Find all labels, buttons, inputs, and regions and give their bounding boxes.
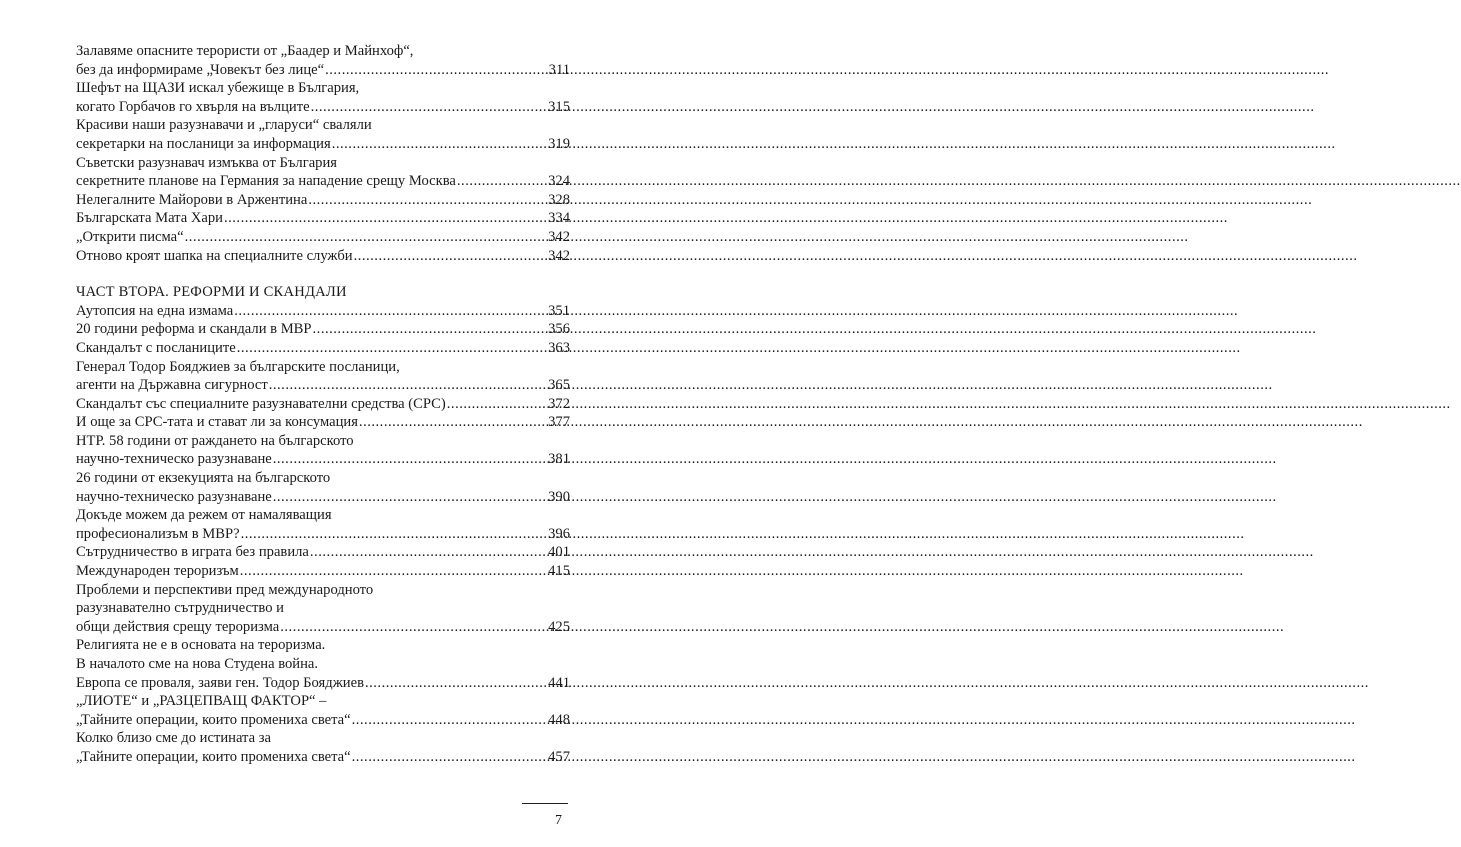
toc-entry [76, 413, 570, 432]
toc-entry [76, 543, 570, 562]
toc-entry [76, 339, 570, 358]
dot-leader [351, 711, 549, 730]
toc-entry-title-line: Колко близо сме до истината за [76, 730, 271, 747]
toc-entry [76, 42, 570, 79]
toc-entry-final-line [76, 135, 570, 154]
dot-leader [272, 488, 548, 507]
toc-entry-title: секретарки на посланици за информация [76, 135, 331, 152]
toc-entry-title-line: В началото сме на нова Студена война. [76, 656, 319, 672]
toc-entry-title-line: Съветски разузнавач измъква от България [76, 154, 337, 171]
dot-leader [233, 302, 548, 321]
toc-entry-title: Аутопсия на една измама [76, 302, 234, 319]
toc-entry-final-line [76, 488, 570, 507]
table-of-contents [76, 42, 570, 767]
dot-leader [351, 748, 549, 767]
toc-entry [76, 581, 570, 637]
toc-entry [76, 692, 570, 729]
toc-entry-page: 342 [548, 228, 570, 245]
toc-entry-page: 315 [548, 98, 570, 115]
toc-entry-title: „Открити писма“ [76, 228, 184, 245]
toc-entry [76, 191, 570, 210]
toc-entry-title: Българската Мата Хари [76, 210, 223, 227]
toc-entry-title: научно-техническо разузнаване [76, 488, 272, 505]
dot-leader [358, 413, 548, 432]
toc-entry-page: 372 [548, 395, 570, 412]
dot-leader [324, 61, 549, 80]
toc-entry-title: Европа се проваля, заяви ген. Тодор Бояджиев [76, 674, 364, 691]
toc-entry-title-line: разузнавателно сътрудничество и [76, 600, 284, 617]
toc-entry-title: Международен тероризъм [76, 563, 239, 580]
toc-entry-title: Сътрудничество в играта без правила [76, 544, 309, 561]
toc-entry-title: професионализъм в МВР? [76, 525, 240, 542]
toc-entry-page: 365 [548, 377, 570, 394]
toc-entry-page: 356 [548, 321, 570, 338]
toc-entry-final-line [76, 320, 570, 339]
toc-entry-title-line: Залавяме опасните терористи от „Баадер и Майнхоф“, [76, 43, 414, 59]
toc-entry [76, 154, 570, 191]
toc-entry-title: „Тайните операции, които промениха света“ [76, 748, 351, 765]
toc-entry-final-line [76, 228, 570, 247]
dot-leader [279, 618, 548, 637]
toc-entry-title-line: „ЛИОТЕ“ и „РАЗЦЕПВАЩ ФАКТОР“ – [76, 693, 327, 710]
toc-entry [76, 358, 570, 395]
section-heading: ЧАСТ ВТОРА. РЕФОРМИ И СКАНДАЛИ [76, 284, 347, 301]
toc-entry-title-line: Проблеми и перспективи пред международното [76, 581, 374, 598]
dot-leader [446, 395, 548, 414]
toc-entry-title: секретните планове на Германия за нападение срещу Москва [76, 173, 456, 190]
toc-entry-page: 328 [548, 191, 570, 208]
toc-entry [76, 79, 570, 116]
toc-entry-final-line [76, 413, 570, 432]
toc-entry-final-line [76, 247, 570, 266]
toc-entry-page: 311 [548, 61, 570, 78]
toc-entry-title: 20 години реформа и скандали в МВР [76, 321, 312, 338]
toc-entry-final-line [76, 711, 570, 730]
toc-entry-title-line: НТР. 58 години от раждането на българското [76, 432, 354, 449]
toc-entry-final-line [76, 339, 570, 358]
toc-part-one [76, 42, 570, 265]
dot-leader [364, 674, 548, 693]
toc-entry-final-line [76, 748, 570, 767]
toc-entry-title-line: Шефът на ЩАЗИ искал убежище в България, [76, 80, 360, 97]
toc-entry-page: 401 [548, 544, 570, 561]
dot-leader [236, 339, 548, 358]
toc-entry-page: 390 [548, 488, 570, 505]
dot-leader [268, 376, 548, 395]
toc-entry-page: 351 [548, 302, 570, 319]
toc-entry-page: 396 [548, 525, 570, 542]
toc-entry-final-line [76, 209, 570, 228]
toc-entry [76, 636, 570, 692]
dot-leader [312, 320, 549, 339]
dot-leader [310, 98, 549, 117]
toc-entry [76, 247, 570, 266]
toc-entry-title: научно-техническо разузнаване [76, 451, 272, 468]
dot-leader [331, 135, 548, 154]
toc-entry-title-line: Религията не е в основата на тероризма. [76, 637, 326, 654]
toc-entry [76, 729, 570, 766]
toc-entry [76, 506, 570, 543]
toc-entry-page: 377 [548, 414, 570, 431]
toc-entry-title-line: Генерал Тодор Бояджиев за българските посланици, [76, 358, 400, 375]
toc-entry [76, 432, 570, 469]
toc-entry-title-line: Докъде можем да режем от намаляващия [76, 507, 332, 524]
toc-entry-page: 324 [548, 173, 570, 190]
toc-entry-final-line [76, 562, 570, 581]
dot-leader [309, 543, 548, 562]
toc-entry-page: 319 [548, 135, 570, 152]
toc-entry-page: 363 [548, 339, 570, 356]
dot-leader [353, 247, 549, 266]
toc-entry-page: 441 [548, 674, 570, 691]
toc-entry-title: без да информираме „Човекът без лице“ [76, 61, 325, 78]
toc-entry-page: 448 [548, 711, 570, 728]
toc-entry-title-line: Красиви наши разузнавачи и „гларуси“ сваляли [76, 117, 372, 134]
toc-entry-title: И още за СРС-тата и стават ли за консумация [76, 414, 358, 431]
toc-entry-final-line [76, 98, 570, 117]
dot-leader [456, 172, 548, 191]
toc-entry [76, 116, 570, 153]
dot-leader [223, 209, 548, 228]
toc-entry [76, 320, 570, 339]
toc-entry [76, 302, 570, 321]
toc-entry-final-line [76, 376, 570, 395]
toc-entry-page: 415 [548, 563, 570, 580]
toc-entry-final-line [76, 450, 570, 469]
toc-entry [76, 469, 570, 506]
dot-leader [307, 191, 548, 210]
toc-entry [76, 395, 570, 414]
dot-leader [240, 525, 549, 544]
toc-entry-title: Нелегалните Майорови в Аржентина [76, 191, 308, 208]
dot-leader [184, 228, 548, 247]
toc-entry-title: когато Горбачов го хвърля на вълците [76, 98, 310, 115]
toc-entry [76, 562, 570, 581]
toc-entry-page: 342 [548, 247, 570, 264]
toc-entry-title: агенти на Държавна сигурност [76, 377, 268, 394]
toc-entry-final-line [76, 191, 570, 210]
toc-entry-title-line: 26 години от екзекуцията на българското [76, 470, 331, 487]
toc-part-two [76, 302, 570, 767]
toc-entry-title: Отново кроят шапка на специалните служби [76, 247, 353, 264]
toc-entry-page: 425 [548, 618, 570, 635]
toc-entry-final-line [76, 543, 570, 562]
toc-entry-title: общи действия срещу тероризма [76, 618, 280, 635]
toc-entry [76, 228, 570, 247]
toc-entry [76, 209, 570, 228]
toc-entry-final-line [76, 302, 570, 321]
toc-entry-final-line [76, 61, 570, 80]
toc-entry-final-line [76, 395, 570, 414]
toc-entry-final-line [76, 172, 570, 191]
dot-leader [272, 450, 548, 469]
toc-entry-final-line [76, 674, 570, 693]
toc-entry-page: 381 [548, 451, 570, 468]
toc-entry-title: „Тайните операции, които промениха света“ [76, 711, 351, 728]
toc-entry-final-line [76, 525, 570, 544]
page-number: 7 [555, 813, 562, 828]
toc-entry-page: 334 [548, 210, 570, 227]
toc-entry-title: Скандалът с посланиците [76, 339, 236, 356]
toc-entry-final-line [76, 618, 570, 637]
footer-rule [522, 803, 568, 804]
toc-entry-title: Скандалът със специалните разузнавателни средства (СРС) [76, 395, 446, 412]
toc-entry-page: 457 [548, 748, 570, 765]
dot-leader [239, 562, 548, 581]
